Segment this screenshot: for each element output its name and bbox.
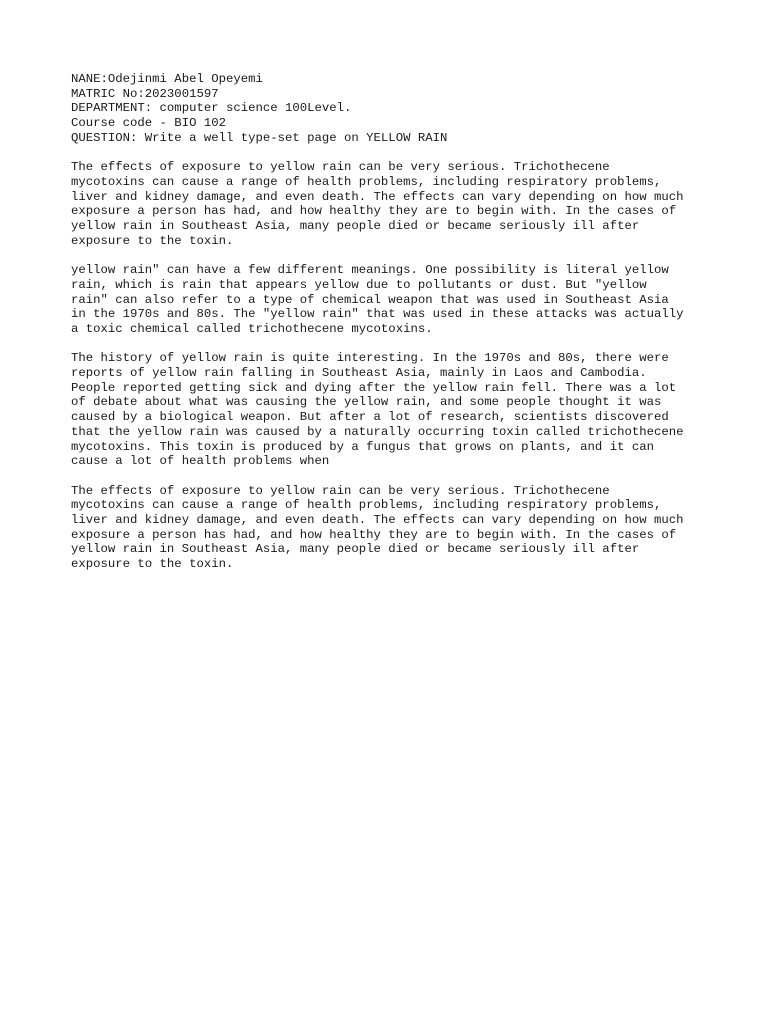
paragraph-line: a toxic chemical called trichothecene mycotoxins. <box>71 321 433 336</box>
paragraph-line: cause a lot of health problems when <box>71 454 330 469</box>
paragraph-line: mycotoxins. This toxin is produced by a fungus that grows on plants, and it can <box>71 439 654 454</box>
paragraph-line: The effects of exposure to yellow rain can be very serious. Trichothecene <box>71 483 610 498</box>
paragraph-line: exposure to the toxin. <box>71 233 234 248</box>
paragraph-line: exposure a person has had, and how healthy they are to begin with. In the cases of <box>71 527 677 542</box>
student-header <box>71 72 711 146</box>
paragraph-line: People reported getting sick and dying after the yellow rain fell. There was a lot <box>71 380 677 395</box>
paragraph-line: yellow rain in Southeast Asia, many people died or became seriously ill after <box>71 542 640 557</box>
paragraph-line: exposure a person has had, and how healthy they are to begin with. In the cases of <box>71 204 677 219</box>
paragraph-line: mycotoxins can cause a range of health problems, including respiratory problems, <box>71 174 662 189</box>
department: DEPARTMENT: computer science 100Level. <box>71 101 352 116</box>
paragraph-line: The history of yellow rain is quite interesting. In the 1970s and 80s, there were <box>71 351 669 366</box>
paragraph-line: reports of yellow rain falling in Southeast Asia, mainly in Laos and Cambodia. <box>71 366 647 381</box>
matric-number: MATRIC No:2023001597 <box>71 86 219 101</box>
paragraph-line: mycotoxins can cause a range of health problems, including respiratory problems, <box>71 498 662 513</box>
paragraph-meanings <box>71 263 711 337</box>
paragraph-line: rain, which is rain that appears yellow due to pollutants or dust. But "yellow <box>71 277 647 292</box>
paragraph-line: liver and kidney damage, and even death. The effects can vary depending on how much <box>71 189 684 204</box>
student-name: NANE:Odejinmi Abel Opeyemi <box>71 72 263 86</box>
paragraph-line: liver and kidney damage, and even death. The effects can vary depending on how much <box>71 513 684 528</box>
paragraph-line: yellow rain" can have a few different meanings. One possibility is literal yellow <box>71 263 669 278</box>
document-page <box>71 72 711 587</box>
paragraph-line: caused by a biological weapon. But after a lot of research, scientists discovered <box>71 410 669 425</box>
paragraph-line: rain" can also refer to a type of chemical weapon that was used in Southeast Asia <box>71 292 669 307</box>
paragraph-line: of debate about what was causing the yellow rain, and some people thought it was <box>71 395 662 410</box>
paragraph-effects-repeat <box>71 484 711 572</box>
paragraph-line: in the 1970s and 80s. The "yellow rain" that was used in these attacks was actually <box>71 307 684 322</box>
course-code: Course code - BIO 102 <box>71 116 226 131</box>
paragraph-line: yellow rain in Southeast Asia, many people died or became seriously ill after <box>71 219 640 234</box>
paragraph-line: The effects of exposure to yellow rain can be very serious. Trichothecene <box>71 160 610 175</box>
question: QUESTION: Write a well type-set page on YELLOW RAIN <box>71 130 448 145</box>
paragraph-effects <box>71 160 711 248</box>
paragraph-line: exposure to the toxin. <box>71 557 234 572</box>
paragraph-line: that the yellow rain was caused by a naturally occurring toxin called trichothecene <box>71 424 684 439</box>
paragraph-history <box>71 351 711 469</box>
